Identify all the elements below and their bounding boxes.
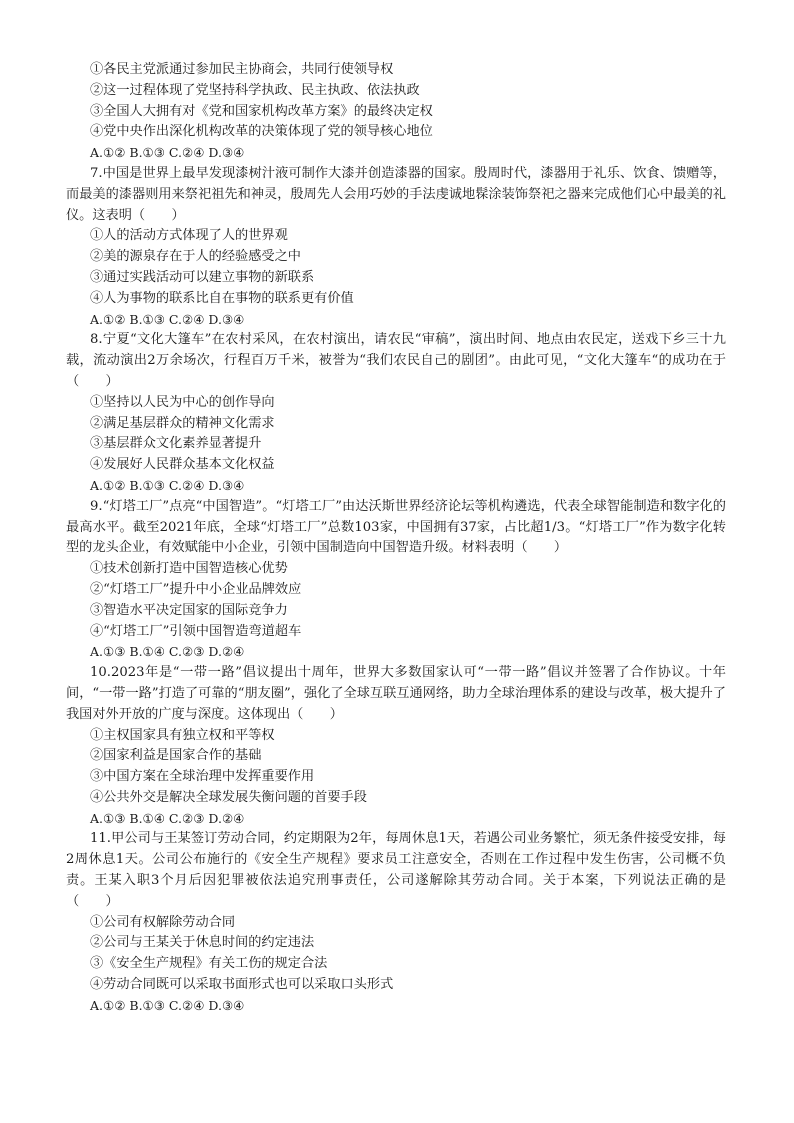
option-item: ①人的活动方式体现了人的世界观 — [90, 228, 288, 244]
question-11 — [66, 829, 726, 1016]
question-8 — [66, 330, 726, 496]
option-item: ③全国人大拥有对《党和国家机构改革方案》的最终决定权 — [90, 103, 433, 119]
option-item: ④公共外交是解决全球发展失衡问题的首要手段 — [90, 789, 367, 805]
option-item: ②满足基层群众的精神文化需求 — [90, 415, 275, 431]
option-item: ①技术创新打造中国智造核心优势 — [90, 561, 288, 577]
option-item: ②公司与王某关于休息时间的约定违法 — [90, 935, 315, 951]
question-9 — [66, 497, 726, 663]
question-stem: 11.甲公司与王某签订劳动合同，约定期限为2年，每周休息1天，若遇公司业务繁忙，须无条件接受安排，每2周休息1天。公司公布施行的《安全生产规程》要求员工注意安全，否则在工作过程中发生伤害，公司概不负责。王某入职3个月后因犯罪被依法追究刑事责任，公司遂解除其劳动合同。关于本案，下列说法正确的是（ ） — [66, 831, 726, 909]
option-item: ③通过实践活动可以建立事物的新联系 — [90, 269, 315, 285]
question-10 — [66, 663, 726, 829]
question-stem: 10.2023年是“一带一路”倡议提出十周年，世界大多数国家认可“一带一路”倡议并签署了合作协议。十年间，“一带一路”打造了可靠的“朋友圈”，强化了全球互联互通网络，助力全球治理体系的建设与改革，极大提升了我国对外开放的广度与深度。这体现出（ ） — [66, 665, 726, 722]
answer-choices: A.①② B.①③ C.②④ D.③④ — [90, 477, 245, 493]
option-item: ③基层群众文化素养显著提升 — [90, 436, 262, 452]
option-item: ③中国方案在全球治理中发挥重要作用 — [90, 769, 315, 785]
question-6-options — [66, 60, 726, 164]
option-item: ④“灯塔工厂”引领中国智造弯道超车 — [90, 623, 302, 639]
option-item: ②这一过程体现了党坚持科学执政、民主执政、依法执政 — [90, 82, 420, 98]
question-stem: 9.“灯塔工厂”点亮“中国智造”。“灯塔工厂”由达沃斯世界经济论坛等机构遴选，代表全球智能制造和数字化的最高水平。截至2021年底，全球“灯塔工厂”总数103家，中国拥有37家，占比超1/3。“灯塔工厂”作为数字化转型的龙头企业，有效赋能中小企业，引领中国制造向中国智造升级。材料表明（ ） — [66, 498, 726, 556]
document-page — [66, 60, 726, 1017]
answer-choices: A.①③ B.①④ C.②③ D.②④ — [90, 644, 245, 660]
option-item: ④党中央作出深化机构改革的决策体现了党的领导核心地位 — [90, 124, 433, 140]
option-item: ④发展好人民群众基本文化权益 — [90, 457, 275, 473]
option-item: ①公司有权解除劳动合同 — [90, 914, 236, 930]
question-stem: 8.宁夏“文化大篷车”在农村采风，在农村演出，请农民“审稿”，演出时间、地点由农民定，送戏下乡三十九载，流动演出2万余场次，行程百万千米，被誉为“我们农民自己的剧团”。由此可见，“文化大篷车“的成功在于（ ） — [66, 332, 726, 389]
option-item: ④人为事物的联系比自在事物的联系更有价值 — [90, 290, 354, 306]
option-item: ②国家利益是国家合作的基础 — [90, 748, 262, 764]
question-7 — [66, 164, 726, 330]
answer-choices: A.①② B.①③ C.②④ D.③④ — [90, 311, 245, 327]
answer-choices: A.①③ B.①④ C.②③ D.②④ — [90, 810, 245, 826]
option-item: ②美的源泉存在于人的经验感受之中 — [90, 249, 301, 265]
option-item: ①主权国家具有独立权和平等权 — [90, 727, 275, 743]
option-item: ③智造水平决定国家的国际竞争力 — [90, 602, 288, 618]
option-item: ③《安全生产规程》有关工伤的规定合法 — [90, 956, 328, 972]
option-item: ①坚持以人民为中心的创作导向 — [90, 394, 275, 410]
question-stem: 7.中国是世界上最早发现漆树汁液可制作大漆并创造漆器的国家。殷周时代，漆器用于礼乐、饮食、馈赠等，而最美的漆器则用来祭祀祖先和神灵，殷周先人会用巧妙的手法虔诚地髹涂装饰祭祀之器来完成他们心中最美的礼仪。这表明（ ） — [66, 165, 726, 223]
answer-choices: A.①② B.①③ C.②④ D.③④ — [90, 997, 245, 1013]
option-item: ②“灯塔工厂”提升中小企业品牌效应 — [90, 581, 302, 597]
option-item: ①各民主党派通过参加民主协商会，共同行使领导权 — [90, 62, 394, 77]
answer-choices: A.①② B.①③ C.②④ D.③④ — [90, 145, 245, 161]
option-item: ④劳动合同既可以采取书面形式也可以采取口头形式 — [90, 977, 394, 993]
